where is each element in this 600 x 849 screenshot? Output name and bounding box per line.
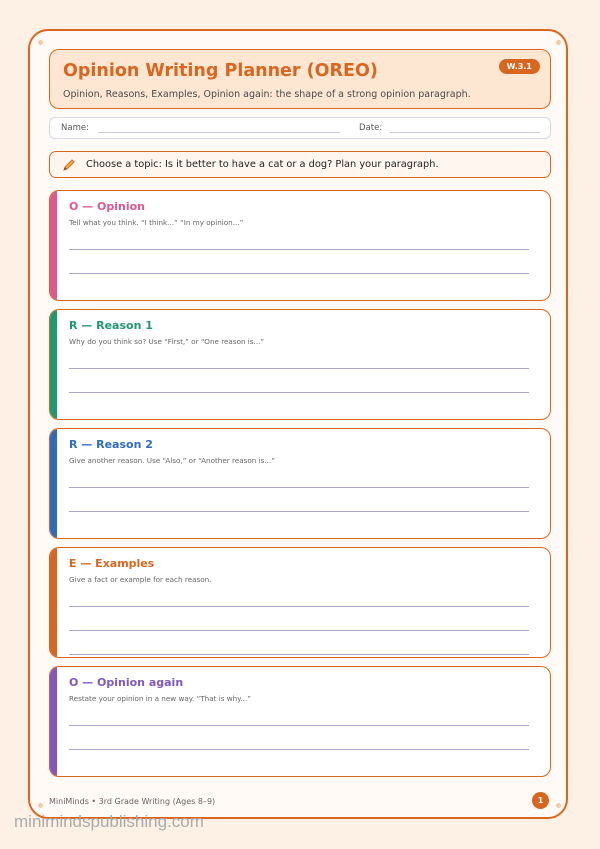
writing-line[interactable] [69, 511, 529, 512]
topic-box [49, 151, 551, 178]
writing-line[interactable] [69, 749, 529, 750]
section-prompt: Restate your opinion in a new way. “That is why...” [69, 694, 251, 703]
page-number: 1 [532, 792, 549, 809]
header-banner [49, 49, 551, 109]
section-reason-1 [49, 309, 551, 420]
corner-dot [556, 40, 561, 45]
section-title: O — Opinion again [69, 676, 184, 689]
corner-dot [38, 40, 43, 45]
corner-dot [556, 803, 561, 808]
page-title: Opinion Writing Planner (OREO) [63, 61, 378, 81]
pencil-icon [62, 158, 76, 172]
section-prompt: Tell what you think. “I think...” “In my opinion...” [69, 218, 244, 227]
section-accent [50, 310, 57, 419]
section-accent [50, 667, 57, 776]
name-label: Name: [61, 123, 89, 133]
name-date-bar [49, 117, 551, 139]
section-accent [50, 429, 57, 538]
section-title: E — Examples [69, 557, 155, 570]
writing-line[interactable] [69, 725, 529, 726]
section-prompt: Give a fact or example for each reason. [69, 575, 212, 584]
section-accent [50, 548, 57, 657]
topic-text: Choose a topic: Is it better to have a cat or a dog? Plan your paragraph. [86, 159, 439, 170]
writing-line[interactable] [69, 630, 529, 631]
corner-dot [38, 803, 43, 808]
footer-text: MiniMinds • 3rd Grade Writing (Ages 8–9) [49, 797, 216, 806]
writing-line[interactable] [69, 654, 529, 655]
watermark: minimindspublishing.com [14, 812, 204, 831]
section-examples [49, 547, 551, 658]
writing-line[interactable] [69, 249, 529, 250]
date-field[interactable] [390, 132, 540, 133]
section-title: R — Reason 1 [69, 319, 153, 332]
section-prompt: Why do you think so? Use “First,” or “One reason is...” [69, 337, 265, 346]
section-accent [50, 191, 57, 300]
section-title: O — Opinion [69, 200, 145, 213]
date-label: Date: [359, 123, 383, 133]
writing-line[interactable] [69, 273, 529, 274]
section-reason-2 [49, 428, 551, 539]
section-title: R — Reason 2 [69, 438, 153, 451]
standard-badge: W.3.1 [499, 59, 540, 74]
name-field[interactable] [98, 132, 340, 133]
writing-line[interactable] [69, 392, 529, 393]
writing-line[interactable] [69, 487, 529, 488]
section-prompt: Give another reason. Use “Also,” or “Another reason is...” [69, 456, 275, 465]
section-opinion-again [49, 666, 551, 777]
writing-line[interactable] [69, 606, 529, 607]
section-opinion [49, 190, 551, 301]
page-subtitle: Opinion, Reasons, Examples, Opinion again: the shape of a strong opinion paragraph. [63, 89, 471, 100]
writing-line[interactable] [69, 368, 529, 369]
